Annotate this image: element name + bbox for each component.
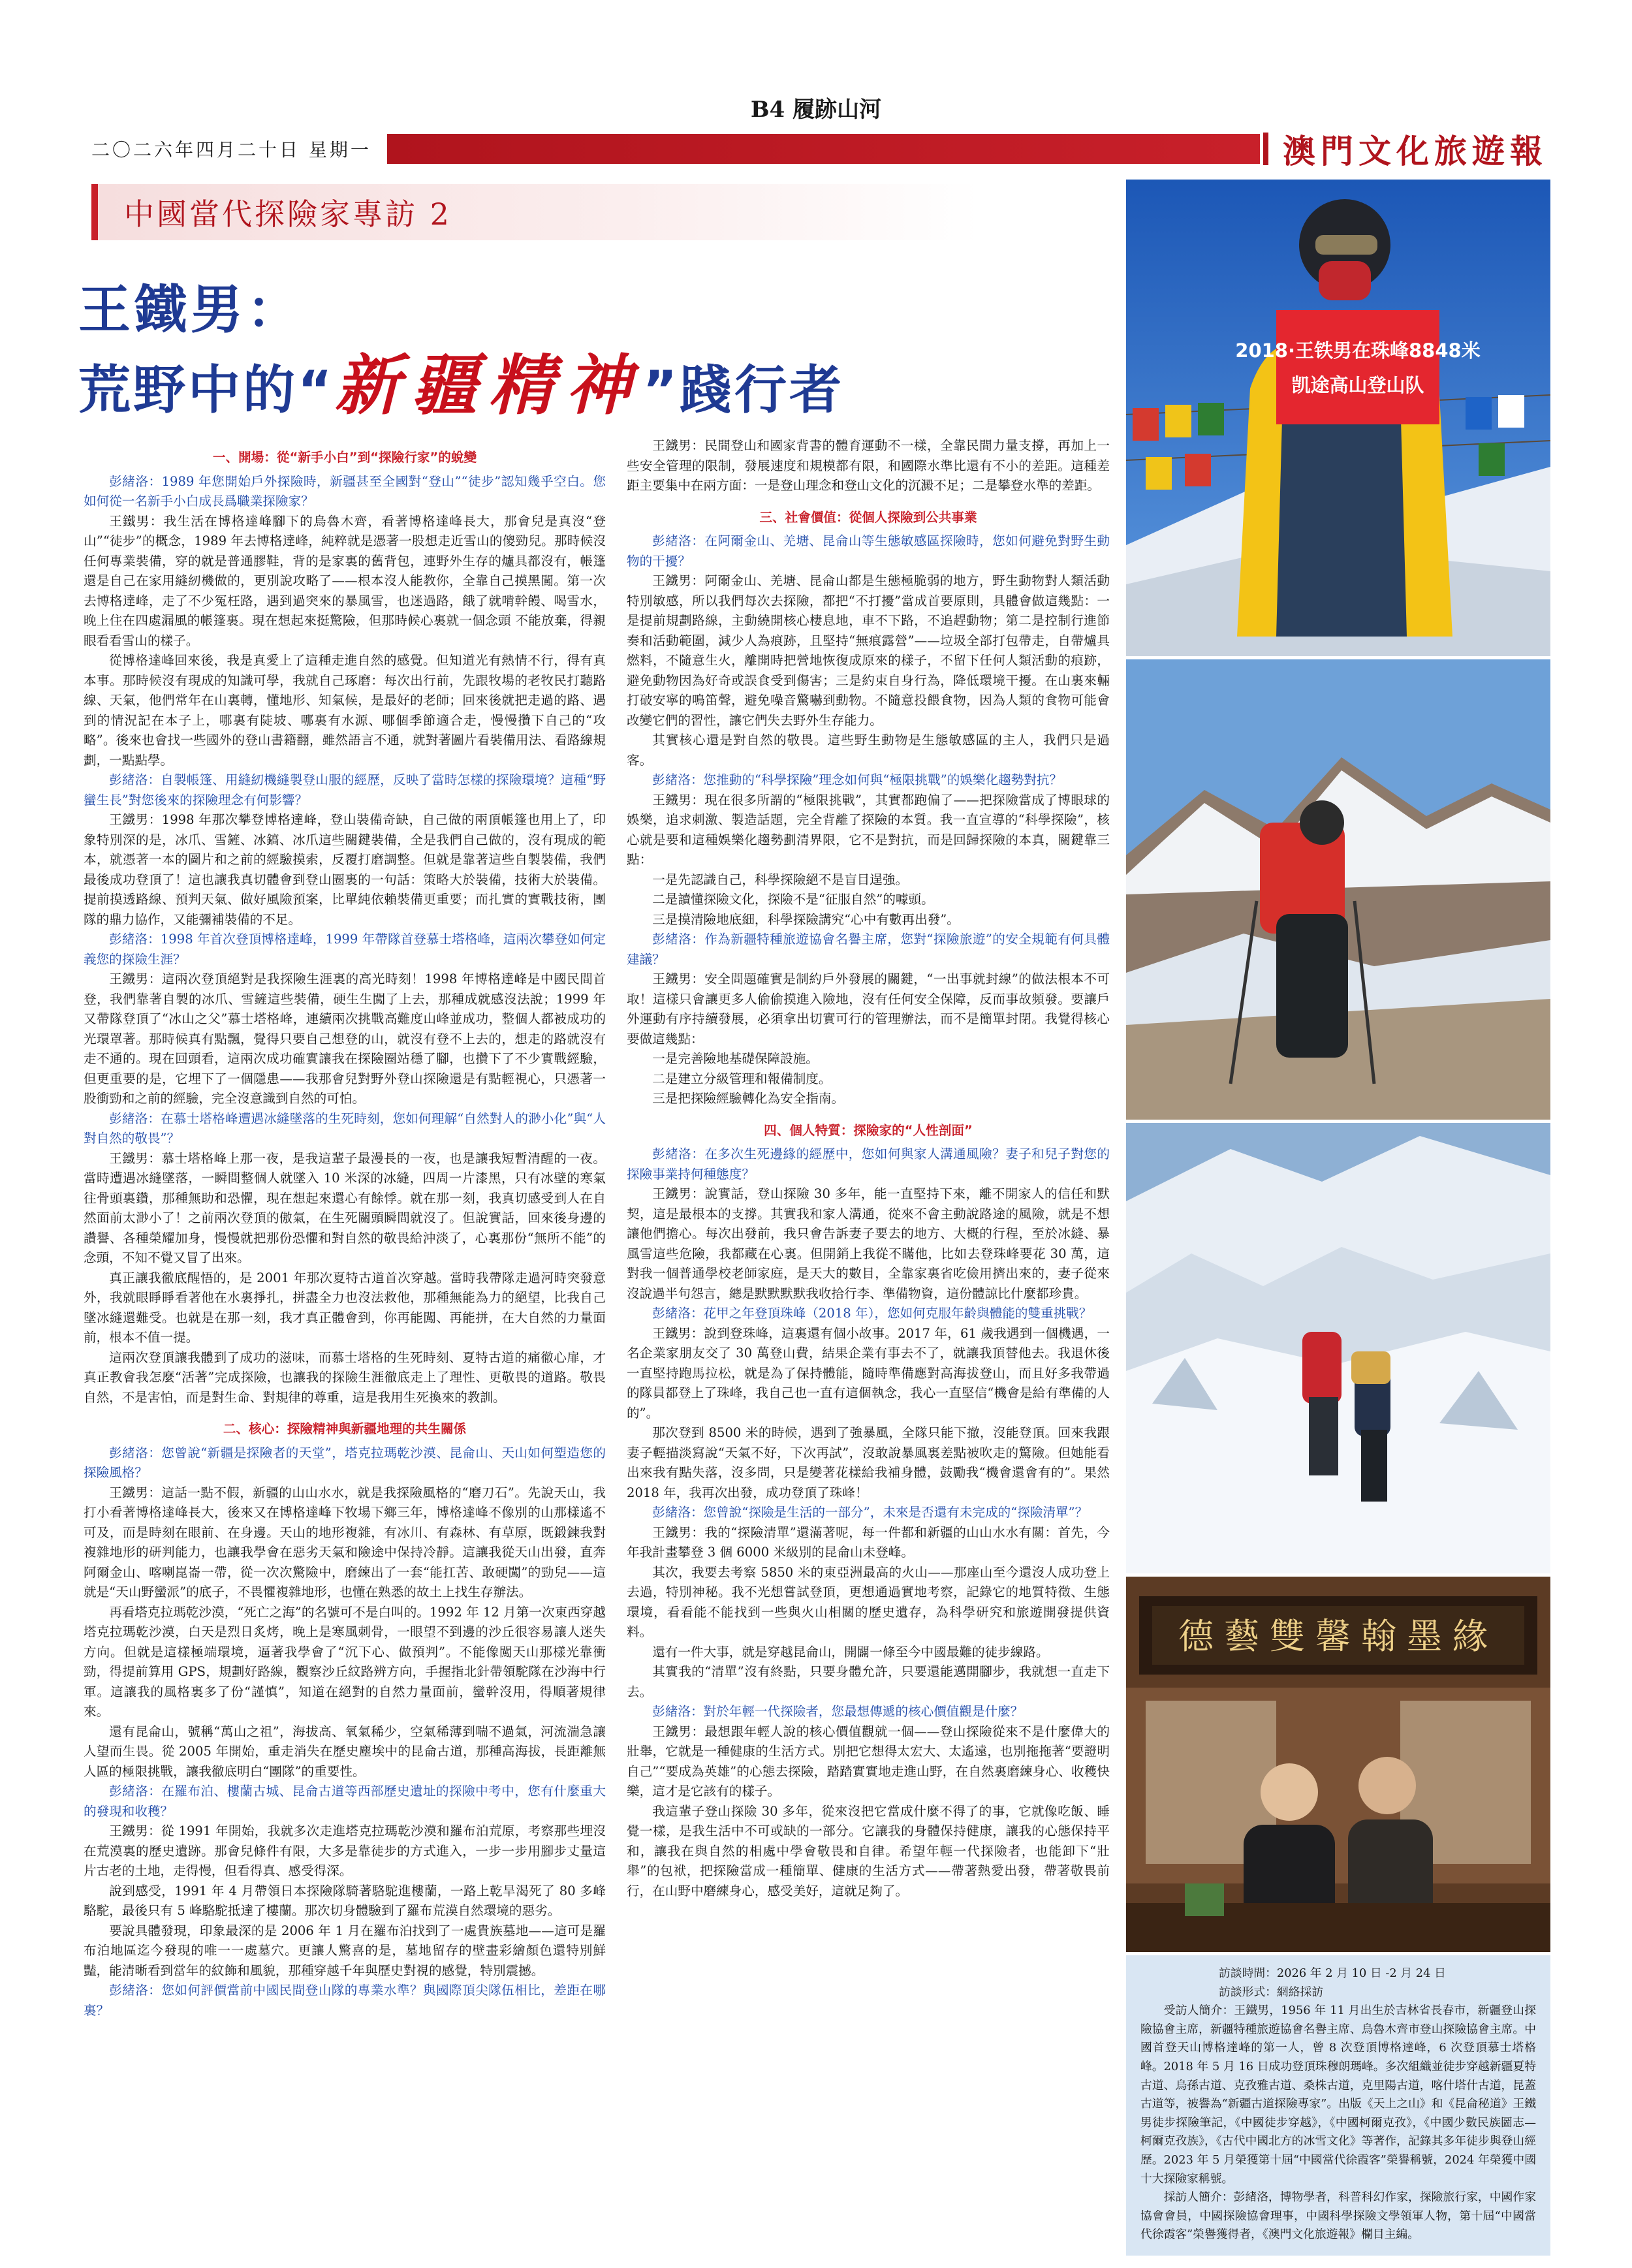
interview-question: 彭緒洛：您曾說“新疆是探險者的天堂”，塔克拉瑪乾沙漠、昆侖山、天山如何塑造您的探險風格？ [84,1445,606,1480]
section-heading: 三、社會價值：從個人探險到公共事業 [759,509,977,525]
interview-question: 彭緒洛：在阿爾金山、羌塘、昆侖山等生態敏感區探險時，您如何避免對野生動物的干擾？ [627,533,1110,569]
plaque-text: 德藝雙馨翰墨緣 [1178,1616,1498,1657]
interview-answer: 王鐵男：我生活在博格達峰腳下的烏魯木齊，看著博格達峰長大，那會兒是真沒“登山”“徒步”的概念，1989 年去博格達峰，純粹就是憑著一股想走近雪山的傻勁兒。那時候沒任何專業裝備，穿的就是普通膠鞋，背的是家裏的舊背包，連野外生存的爐具都沒有，帳篷還是自己在家用縫紉機做的，更別說攻略了——根本沒人能教你，全靠自己摸黑闖。第一次去博格達峰，走了不少冤枉路，遇到過突來的暴風雪，也迷過路，餓了就啃幹饅、喝雪水，晚上住在四處漏風的帳篷裏。現在想起來挺驚險，但那時候心裏就一個念頭 不能放棄，得親眼看看雪山的樣子。 [84,513,606,648]
interview-answer: 其實核心還是對自然的敬畏。這些野生動物是生態敏感區的主人，我們只是過客。 [627,732,1110,768]
section-heading: 二、核心：探險精神與新疆地理的共生關係 [223,1421,467,1436]
interview-question: 彭緒洛：在多次生死邊緣的經歷中，您如何與家人溝通風險？妻子和兒子對您的探險事業持何種態度？ [627,1146,1110,1182]
interview-answer: 王鐵男：現在很多所謂的“極限挑戰”，其實都跑偏了——把探險當成了博眼球的娛樂，追求刺激、製造話題，完全背離了探險的本質。我一直宣導的“科學探險”，核心就是要和這種娛樂化趨勢劃清界限，它不是對抗，而是回歸探險的本真，關鍵靠三點： [627,792,1110,867]
interview-answer: 王鐵男：最想跟年輕人說的核心價值觀就一個——登山探險從來不是什麼偉大的壯舉，它就是一種健康的生活方式。別把它想得太宏大、太遙遠，也別拖拖著“要證明自己”“要成為英雄”的心態去探險，踏踏實實地走進山野，在自然裏磨練身心、收穫快樂，這才是它該有的樣子。 [627,1724,1110,1799]
interview-answer: 王鐵男：慕士塔格峰上那一夜，是我這輩子最漫長的一夜，也是讓我短暫清醒的一夜。當時遭遇冰縫墜落，一瞬間整個人就墜入 10 米深的冰縫，四周一片漆黑，只有冰壁的寒氣往骨頭裏鑽，那種無助和恐懼，現在想起來還心有餘悸。就在那一刻，我真切感受到人在自然面前太渺小了！之前兩次登頂的傲氣，在生死關頭瞬間就沒了。但說實話，回來後身邊的讚譽、各種榮耀加身，慢慢就把那份恐懼和對自然的敬畏給沖淡了，心裏那份“無所不能”的念頭，不知不覺又冒了出來。 [84,1150,606,1265]
interview-answer: 真正讓我徹底醒悟的，是 2001 年那次夏特古道首次穿越。當時我帶隊走過河時突發意外，我就眼睜睜看著他在水裏掙扎，拼盡全力也沒法救他，那種無能為力的絕望，比我自己墜冰縫還難受。也就是在那一刻，我才真正體會到，你再能闖、再能拼，在大自然的力量面前，根本不值一提。 [84,1270,606,1345]
interview-answer: 二是建立分級管理和報備制度。 [652,1071,832,1086]
masthead-title: 澳門文化旅遊報 [1283,132,1548,170]
series-title: 中國當代探險家專訪 2 [124,197,452,232]
headline-post: 踐行者 [680,360,845,420]
interview-question: 彭緒洛：對於年輕一代探險者，您最想傳遞的核心價值觀是什麼？ [652,1704,1024,1719]
section-heading: 一、開場：從“新手小白”到“探險行家”的蛻變 [212,450,477,465]
summit-photo [1126,180,1550,656]
interview-answer: 一是先認識自己，科學探險絕不是盲目逞強。 [652,872,909,887]
interview-answer: 王鐵男：這話一點不假，新疆的山山水水，就是我探險風格的“磨刀石”。先說天山，我打小看著博格達峰長大，後來又在博格達峰下牧場下鄉三年，博格達峰不像別的山那樣遙不可及，而是時刻在眼前、在身邊。天山的地形複雜，有冰川、有森林、有草原，既鍛鍊我對複雜地形的研判能力，也讓我學會在惡劣天氣和險途中保持冷靜。這讓我從天山出發，直奔阿爾金山、喀喇崑崙一帶，從一次次驚險中，磨練出了一套“能扛苦、敢硬闖”的勁兒——這就是“天山野蠻派”的底子，不畏懼複雜地形，也懂在熟悉的故土上找生存辦法。 [84,1485,606,1599]
interview-answer: 二是讀懂探險文化，探險不是“征服自然”的噱頭。 [652,892,934,907]
climber-photo [1126,659,1550,1120]
interview-answer: 王鐵男：說到登珠峰，這裏還有個小故事。2017 年，61 歲我遇到一個機遇，一名企業家朋友交了 30 萬登山費，結果企業有事去不了，就讓我頂替他去。我退休後一直堅持跑馬拉松，就是為了保持體能，隨時準備應對高海拔登山，而且好多我帶過的隊員都登上了珠峰，我自己也一直有這個執念，我心一直堅信“機會是給有準備的人的”。 [627,1325,1110,1421]
masthead [1263,131,1550,170]
interview-answer: 一是完善險地基礎保障設施。 [652,1051,819,1066]
glacier-photo [1126,1123,1550,1573]
interview-answer: 三是摸清險地底細，科學探險講究“心中有數再出發”。 [652,911,960,927]
article-column-2 [627,436,1110,2212]
banner-text-2: 凯途高山登山队 [1291,374,1424,396]
interview-form: 訪談形式：網絡採訪 [1219,1985,1324,1999]
interview-answer: 那次登到 8500 米的時候，遇到了強暴風，全隊只能下撤，沒能登頂。回來我跟妻子輕描淡寫說“天氣不好，下次再試”，沒敢說暴風裏差點被吹走的驚險。但她能看出來我有點失落，沒多問，只是變著花樣給我補身體，鼓勵我“機會還會有的”。果然 2018 年，我再次出發，成功登頂了珠峰！ [627,1425,1110,1500]
interview-question: 彭緒洛：作為新疆特種旅遊協會名譽主席，您對“探險旅遊”的安全規範有何具體建議？ [627,932,1110,967]
headline-pre: 荒野中的 [78,360,298,420]
interview-answer: 王鐵男：阿爾金山、羌塘、昆侖山都是生態極脆弱的地方，野生動物對人類活動特別敏感，所以我們每次去探險，都把“不打擾”當成首要原則，具體會做這幾點：一是提前規劃路線，主動繞開核心棲息地，車不下路，不追趕動物；第二是控制行進節奏和活動範圍，減少人為痕跡，且堅持“無痕露營”——垃圾全部打包帶走，自帶爐具燃料，不隨意生火，離開時把營地恢復成原來的樣子，不留下任何人類活動的痕跡，避免動物因為好奇或誤食受到傷害；三是約束自身行為，降低環境干擾。在山裏來輛打破安寧的鳴笛聲，避免噪音驚嚇到動物。不隨意投餵食物，因為人類的食物可能會改變它們的習性，讓它們失去野外生存能力。 [627,573,1110,728]
interview-question: 彭緒洛：在慕士塔格峰遭遇冰縫墜落的生死時刻，您如何理解“自然對人的渺小化”與“人對自然的敬畏”？ [84,1110,606,1146]
interview-answer: 王鐵男：我的“探險清單”還滿著呢，每一件都和新疆的山山水水有關：首先，今年我計畫攀登 3 個 6000 米級別的昆侖山未登峰。 [627,1524,1110,1560]
interview-answer: 王鐵男：安全問題確實是制約戶外發展的關鍵，“一出事就封線”的做法根本不可取！這樣只會讓更多人偷偷摸進入險地，沒有任何安全保障，反而事故頻發。要讓戶外運動有序持續發展，必須拿出切實可行的管理辦法，而不是簡單封閉。我覺得核心要做這幾點： [627,971,1110,1047]
interview-answer: 這兩次登頂讓我體到了成功的滋味，而慕士塔格的生死時刻、夏特古道的痛徹心扉，才真正教會我怎麼“活著”完成探險，也讓我的探險生涯徹底走上了理性、更敬畏的道路。敬畏自然，不是害怕，而是對生命、對規律的尊重，這是我用生死換來的教訓。 [84,1349,606,1405]
interview-question: 彭緒洛：自製帳篷、用縫紉機縫製登山服的經歷，反映了當時怎樣的探險環境？這種“野蠻生長”對您後來的探險理念有何影響？ [84,772,606,808]
masthead-tick [1263,133,1268,165]
interview-question: 彭緒洛：1989 年您開始戶外探險時，新疆甚至全國對“登山”“徒步”認知幾乎空白。您如何從一名新手小白成長爲職業探險家？ [84,473,606,509]
interview-question: 彭緒洛：您曾說“探險是生活的一部分”，未來是否還有未完成的“探險清單”？ [652,1505,1088,1520]
interview-answer: 說到感受，1991 年 4 月帶領日本探險隊騎著駱駝進樓蘭，一路上乾旱渴死了 80 多峰駱駝，最後只有 5 峰駱駝抵達了樓蘭。那次切身體驗到了羅布荒漠自然環境的惡劣。 [84,1883,606,1918]
banner-text-1: 2018·王铁男在珠峰8848米 [1235,339,1481,362]
interview-question: 彭緒洛：在羅布泊、樓蘭古城、昆侖古道等西部歷史遺址的探險中考中，您有什麼重大的發現和收穫？ [84,1784,606,1819]
portrait-photo [1126,1577,1550,1952]
interview-answer: 三是把探險經驗轉化為安全指南。 [652,1091,845,1106]
article-column-1 [84,436,606,2212]
interview-answer: 要說具體發現，印象最深的是 2006 年 1 月在羅布泊找到了一處貴族墓地——這可是羅布泊地區迄今發現的唯一一處墓穴。更讓人驚喜的是，墓地留存的壁畫彩繪顏色還特別鮮豔，能清晰看到當年的紋飾和風貌，那種穿越千年與歷史對視的感覺，特別震撼。 [84,1923,606,1978]
series-banner [91,184,979,240]
interview-question: 彭緒洛：您推動的“科學探險”理念如何與“極限挑戰”的娛樂化趨勢對抗？ [652,772,1063,787]
header-red-bar [387,134,1260,164]
interview-time: 訪談時間：2026 年 2 月 10 日 -2 月 24 日 [1219,1966,1446,1980]
interview-answer: 還有昆侖山，號稱“萬山之祖”，海拔高、氧氣稀少，空氣稀薄到喘不過氣，河流湍急讓人望而生畏。從 2005 年開始，重走消失在歷史塵埃中的昆侖古道，那種高海拔，長距離無人區的極限挑戰，讓我徹底明白“團隊”的重要性。 [84,1724,606,1779]
interview-answer: 再看塔克拉瑪乾沙漠，“死亡之海”的名號可不是白叫的。1992 年 12 月第一次東西穿越塔克拉瑪乾沙漠，白天是烈日炙烤，晚上是寒風刺骨，一眼望不到邊的沙丘很容易讓人迷失方向。但就是這樣極端環境，逼著我學會了“沉下心、做預判”。不能像闖天山那樣光靠衝勁，得提前算用 GPS，規劃好路線，觀察沙丘紋路辨方向，手握指北針帶領駝隊在沙海中行軍。這讓我的風格裏多了份“謹慎”，知道在絕對的自然力量面前，蠻幹沒用，得順著規律來。 [84,1604,606,1719]
interview-question: 彭緒洛：您如何評價當前中國民間登山隊的專業水準？與國際頂尖隊伍相比，差距在哪裏？ [84,1983,606,2018]
page-label: B4 履跡山河 [750,97,882,123]
headline-open-quote: “ [298,360,335,420]
interview-answer: 還有一件大事，就是穿越昆侖山，開闢一條至今中國最難的徒步線路。 [652,1644,1049,1660]
headline-line1: 王鐵男： [78,279,303,340]
interview-answer: 我這輩子登山探險 30 多年，從來沒把它當成什麼不得了的事，它就像吃飯、睡覺一樣，是我生活中不可或缺的一部分。它讓我的身體保持健康，讓我的心態保持平和，讓我在與自然的相處中學會敬畏和自律。希望年輕一代探險者，也能卸下“壯舉”的包袱，把探險當成一種簡單、健康的生活方式——帶著熱愛出發，帶著敬畏前行，在山野中磨練身心，感受美好，這就足夠了。 [627,1803,1110,1898]
interview-answer: 其實我的“清單”沒有終點，只要身體允許，只要還能邁開腳步，我就想一直走下去。 [627,1664,1110,1699]
headline-close-quote: ” [642,360,680,420]
interview-info-box [1126,1955,1550,2256]
interview-answer: 王鐵男：說實話，登山探險 30 多年，能一直堅持下來，離不開家人的信任和默契，這是最根本的支撐。其實我和家人溝通，從來不會主動說路途的風險，就是不想讓他們擔心。每次出發前，我只會告訴妻子要去的地方、大概的行程，至於冰縫、暴風雪這些危險，我都藏在心裏。但開銷上我從不瞞他，比如去登珠峰要花 30 萬，這對我一個普通學校老師家庭，是天大的數目，全靠家裏省吃儉用擠出來的，妻子從來沒說過半句怨言，總是默默默默我收拾行李、準備物資，這份體諒比什麼都珍貴。 [627,1186,1110,1301]
interview-answer: 王鐵男：從 1991 年開始，我就多次走進塔克拉瑪乾沙漠和羅布泊荒原，考察那些埋沒在荒漠裏的歷史遺跡。那會兒條件有限，大多是靠徒步的方式進入，一步一步用腳步丈量這片古老的土地，走得慢，但看得真、感受得深。 [84,1823,606,1878]
interview-answer: 王鐵男：1998 年那次攀登博格達峰，登山裝備奇缺，自己做的兩頂帳篷也用上了，印象特別深的是，冰爪、雪鏟、冰鎬、冰爪這些關鍵裝備，全是我們自己做的，沒有現成的範本，就憑著一本的圖片和之前的經驗摸索，反覆打磨調整。但就是靠著這些自製裝備，我們最後成功登頂了！這也讓我真切體會到登山圈裏的一句話：策略大於裝備，技術大於裝備。提前摸透路線、預判天氣、做好風險預案，比單純依賴裝備更重要；而扎實的實戰技術，團隊的鼎力協作，又能彌補裝備的不足。 [84,812,606,927]
interview-question: 彭緒洛：1998 年首次登頂博格達峰，1999 年帶隊首登慕士塔格峰，這兩次攀登如何定義您的探險生涯？ [84,932,606,967]
interviewer-bio: 採訪人簡介：彭緒洛，博物學者，科普科幻作家，探險旅行家，中國作家協會會員，中國探險協會理事，中國科學探險文學領軍人物，第十屆“中國當代徐霞客”榮譽獲得者，《澳門文化旅遊報》欄目主編。 [1140,2190,1536,2242]
headline-calligraphy: 新疆精神 [334,347,643,424]
date-bar [91,134,1260,164]
interview-answer: 王鐵男：民間登山和國家背書的體育運動不一樣，全靠民間力量支撐，再加上一些安全管理的限制，發展速度和規模都有限，和國際水準比還有不小的差距。這種差距主要集中在兩方面：一是登山理念和登山文化的沉澱不足；二是攀登水準的差距。 [627,438,1110,493]
interview-answer: 其次，我要去考察 5850 米的東亞洲最高的火山——那座山至今還沒人成功登上去過，特別神秘。我不光想嘗試登頂，更想通過實地考察，記錄它的地質特徵、生態環境，看看能不能找到一些與火山相關的歷史遺存，為科學研究和旅遊開發提供資料。 [627,1564,1110,1639]
headline-line2 [78,333,844,427]
section-heading: 四、個人特質：探險家的“人性剖面” [764,1122,973,1138]
interviewee-bio: 受訪人簡介：王鐵男，1956 年 11 月出生於吉林省長春市，新疆登山探險協會主席，新疆特種旅遊協會名譽主席、烏魯木齊市登山探險協會主席。中國首登天山博格達峰的第一人，曾 8 次登頂博格達峰，6 次登頂慕士塔格峰。2018 年 5 月 16 日成功登頂珠穆朗瑪峰。多次組織並徒步穿越新疆夏特古道、烏孫古道、克孜雅古道、桑株古道，克里陽古道，喀什塔什古道，昆蓋古道等，被譽為“新疆古道探險專家”。出版《天上之山》和《昆侖秘道》王鐵男徒步探險筆記，《中國徒步穿越》，《中國柯爾克孜》，《中國少數民族圖志—柯爾克孜族》，《古代中國北方的冰雪文化》等著作，記錄其多年徒步與登山經歷。2023 年 5 月榮獲第十屆“中國當代徐霞客”榮譽稱號，2024 年榮獲中國十大探險家稱號。 [1140,2004,1536,2186]
interview-question: 彭緒洛：花甲之年登頂珠峰（2018 年），您如何克服年齡與體能的雙重挑戰？ [652,1306,1092,1321]
interview-answer: 王鐵男：這兩次登頂絕對是我探險生涯裏的高光時刻！1998 年博格達峰是中國民間首登，我們靠著自製的冰爪、雪鏟這些裝備，硬生生闖了上去，那種成就感沒法說；1999 年又帶隊登頂了“冰山之父”慕士塔格峰，連續兩次挑戰高難度山峰並成功，整個人都被成功的光環罩著。那時候真有點飄，覺得只要自己想登的山，就沒有登不上去的，想走的路就沒有走不通的。現在回頭看，這兩次成功確實讓我在探險圈站穩了腳，也攢下了不少實戰經驗，但更重要的是，它埋下了一個隱患——我那會兒對野外登山探險還是有點輕視心，只憑著一股衝勁和之前的經驗，完全沒意識到自然的可怕。 [84,971,606,1106]
interview-answer: 從博格達峰回來後，我是真愛上了這種走進自然的感覺。但知道光有熱情不行，得有真本事。那時候沒有現成的知識可學，我就自己琢磨：每次出行前，先跟牧場的老牧民打聽路線、天氣，他們常年在山裏轉，懂地形、知氣候，是最好的老師；回來後就把走過的路、遇到的情況記在本子上，哪裏有陡坡、哪裏有水源、哪個季節適合走，慢慢攢下自己的“攻略”。後來也會找一些國外的登山書籍翻，雖然語言不通，就對著圖片看裝備用法、看路線規劃，一點點學。 [84,653,606,768]
issue-date: 二〇二六年四月二十日 星期一 [91,139,371,161]
